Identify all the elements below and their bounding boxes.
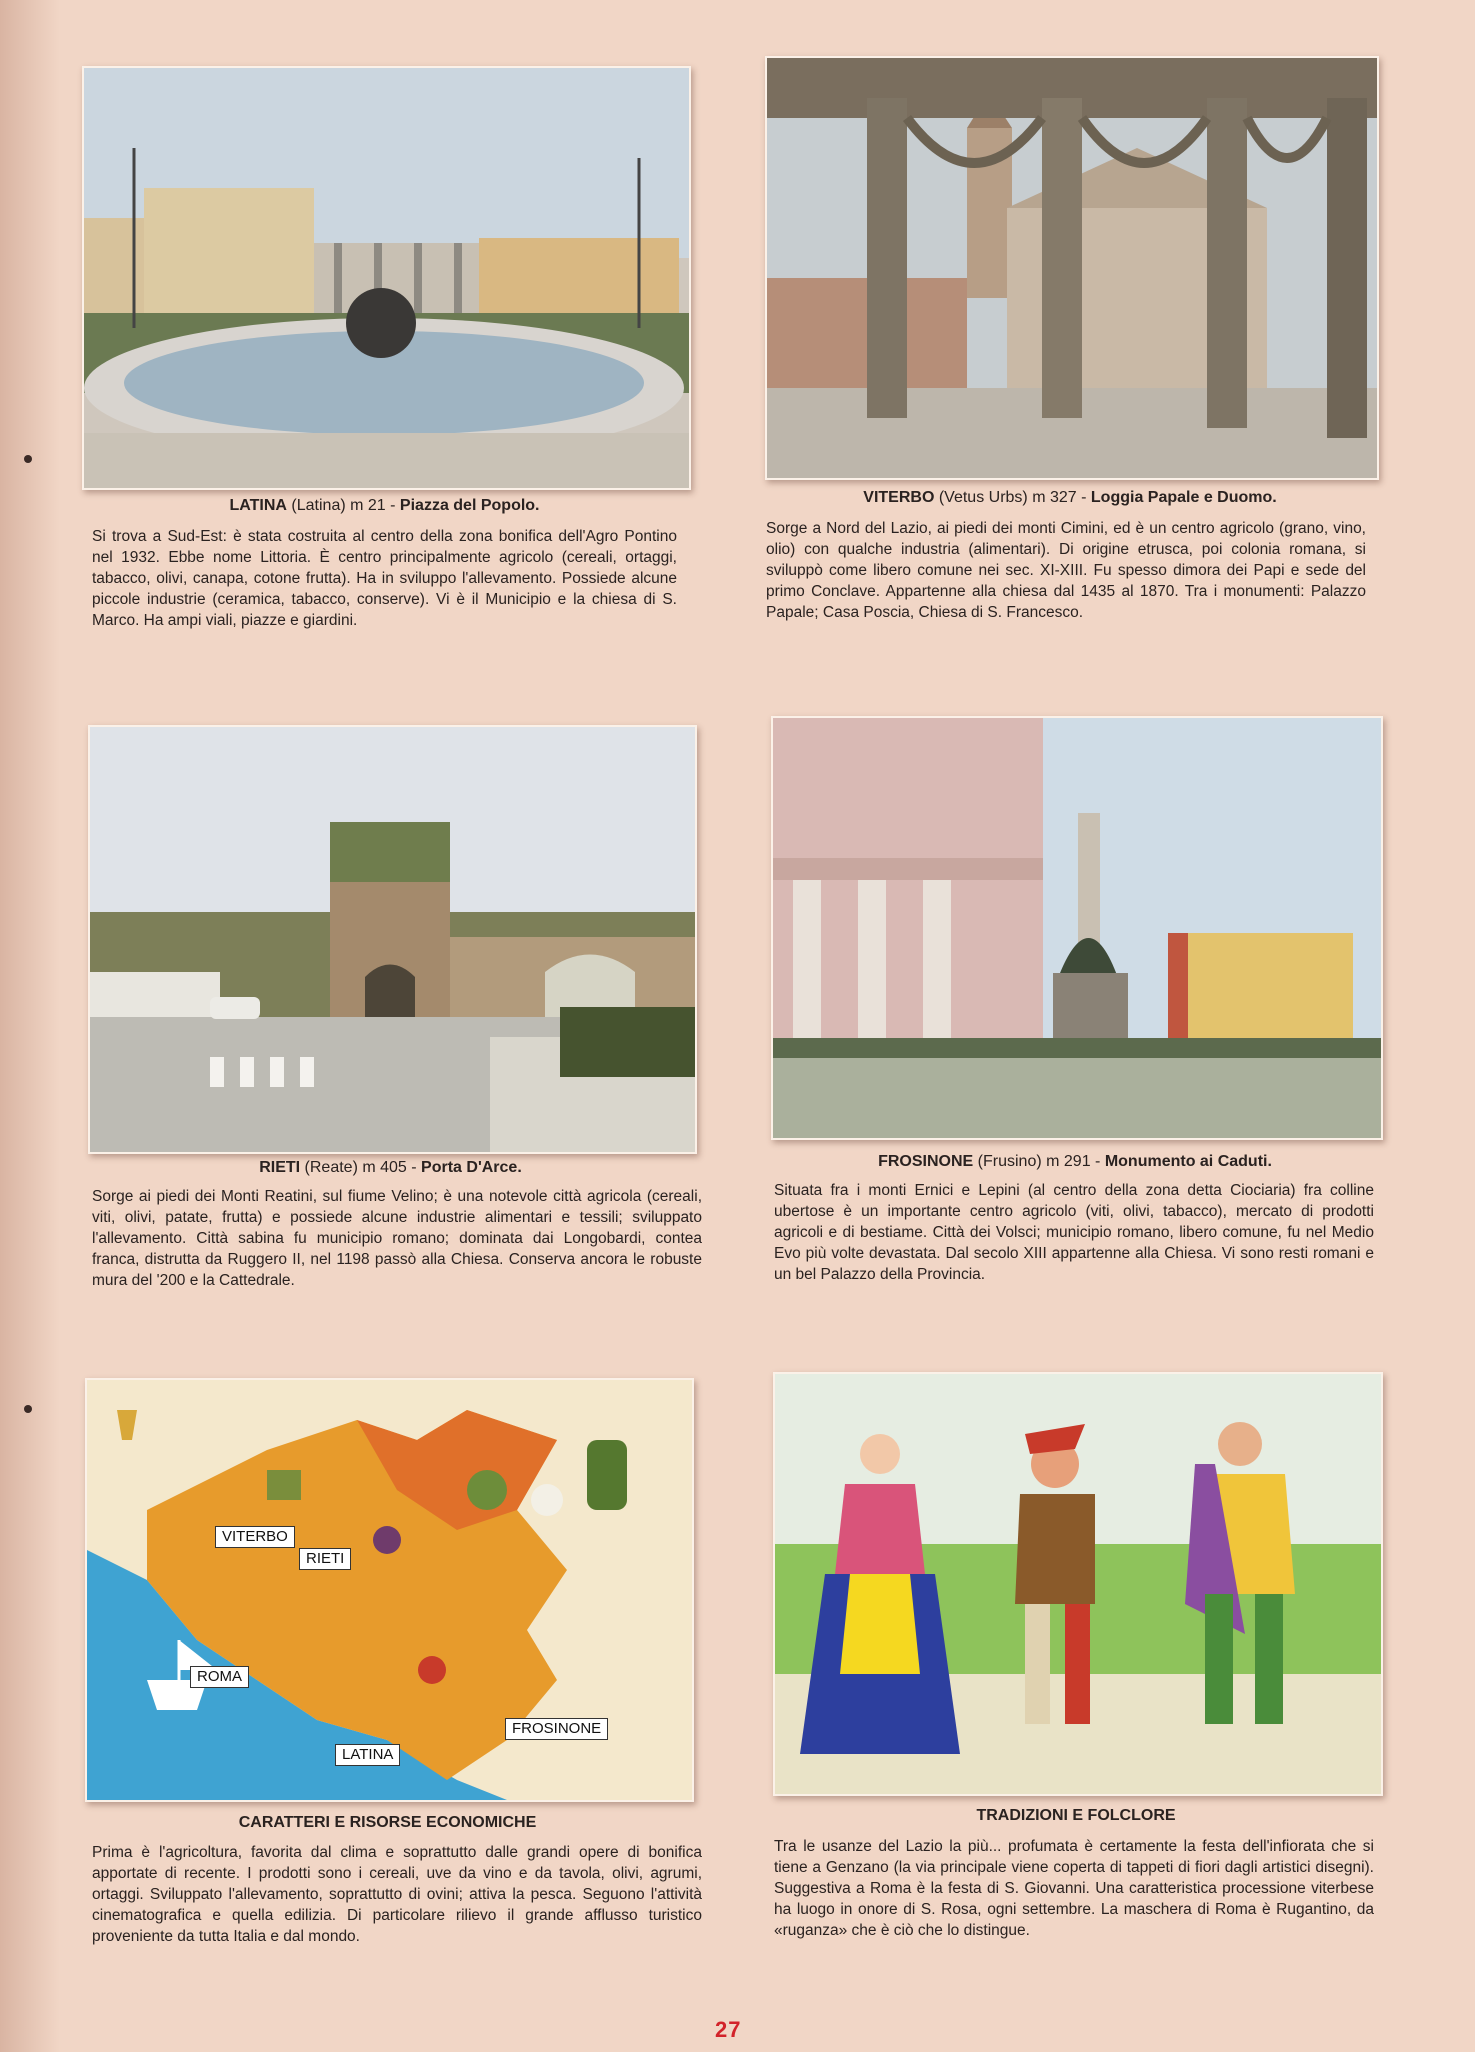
rieti-photo [88,725,697,1154]
latina-photo [82,66,691,490]
map-label-roma: ROMA [190,1666,249,1688]
page-binding-shadow [0,0,60,2052]
viterbo-description: Sorge a Nord del Lazio, ai piedi dei monti Cimini, ed è un centro agricolo (grano, vino, olio) con qualche industria (alimentari). Di origine etrusca, poi colonia romana, si sviluppò come libero comune nei sec. XI-XIII. Fu spesso dimora dei Papi e sede del primo Conclave. Appartenne alla chiesa dal 1435 al 1870. Tra i monumenti: Palazzo Papale; Casa Poscia, Chiesa di S. Francesco. [766,520,1366,621]
latin-name: (Latina) [291,497,346,514]
map-label-latina: LATINA [335,1744,400,1766]
lazio-map-illustration [85,1378,694,1802]
place-name: Piazza del Popolo. [399,497,540,514]
place-name: Loggia Papale e Duomo. [1090,489,1277,506]
rieti-caption: RIETI (Reate) m 405 - Porta D'Arce. [259,1159,522,1176]
city-name: FROSINONE [878,1153,974,1170]
latin-name: (Frusino) [977,1153,1042,1170]
folklore-title: TRADIZIONI E FOLCLORE [976,1807,1176,1824]
place-name: Porta D'Arce. [421,1159,522,1176]
staple-mark [24,1405,32,1413]
page-number: 27 [715,2017,742,2042]
frosinone-description: Situata fra i monti Ernici e Lepini (al centro della zona detta Ciociaria) fra colline ubertose è un importante centro agricolo (viti, olivi, tabacco), mercato di prodotti agricoli e di bestiame. Città dei Volsci; municipio romano, libero comune, fu nel Medio Evo più volte devastata. Dal secolo XIII appartenne alla Chiesa. Vi sono resti romani e un bel Palazzo della Provincia. [774,1182,1374,1283]
city-name: RIETI [259,1159,301,1176]
frosinone-caption: FROSINONE (Frusino) m 291 - Monumento ai Caduti. [878,1153,1272,1170]
folklore-illustration [773,1372,1383,1796]
rieti-description: Sorge ai piedi dei Monti Reatini, sul fiume Velino; è una notevole città agricola (cereali, viti, olivi, patate, frutta) e possiede alcune industrie alimentari e tessili; sviluppato l'allevamento. Città sabina fu municipio romano; dominata dai Longobardi, contea franca, distrutta da Ruggero II, nel 1198 passò alla Chiesa. Conserva ancora le robuste mura del '200 e la Cattedrale. [92,1188,702,1289]
latin-name: (Vetus Urbs) [938,489,1028,506]
map-label-rieti: RIETI [299,1548,351,1570]
staple-mark [24,455,32,463]
viterbo-caption: VITERBO (Vetus Urbs) m 327 - Loggia Papale e Duomo. [863,489,1277,506]
map-label-viterbo: VITERBO [215,1526,295,1548]
city-name: VITERBO [863,489,935,506]
place-name: Monumento ai Caduti. [1104,1153,1272,1170]
frosinone-photo [771,716,1383,1140]
city-name: LATINA [229,497,287,514]
latina-caption: LATINA (Latina) m 21 - Piazza del Popolo. [229,497,540,514]
folklore-description: Tra le usanze del Lazio la più... profumata è certamente la festa dell'infiorata che si tiene a Genzano (la via principale viene coperta di tappeti di fiori dagli artistici disegni). Suggestiva a Roma è la festa di S. Giovanni. Una caratteristica processione viterbese ha luogo in onore di S. Rosa, ogni settembre. La maschera di Roma è Rugantino, da «ruganza» che è ciò che lo distingue. [774,1838,1374,1939]
viterbo-photo [765,56,1379,480]
map-label-frosinone: FROSINONE [505,1718,608,1740]
economy-title: CARATTERI E RISORSE ECONOMICHE [238,1814,537,1831]
economy-description: Prima è l'agricoltura, favorita dal clima e soprattutto dalle grandi opere di bonifica apportate di recente. I prodotti sono i cereali, uve da vino e da tavola, olivi, agrumi, ortaggi. Sviluppato l'allevamento, soprattutto di ovini; attiva la pesca. Seguono l'attività cinematografica e quella edilizia. Di particolare rilievo il grande afflusso turistico proveniente da tutta Italia e dal mondo. [92,1844,702,1945]
latin-name: (Reate) [304,1159,358,1176]
altitude: m 291 [1046,1153,1091,1170]
altitude: m 327 [1032,489,1077,506]
altitude: m 21 [350,497,386,514]
altitude: m 405 [362,1159,407,1176]
latina-description: Si trova a Sud-Est: è stata costruita al centro della zona bonifica dell'Agro Pontino nel 1932. Ebbe nome Littoria. È centro principalmente agricolo (cereali, ortaggi, tabacco, olivi, canapa, cotone frutta). Ha in sviluppo l'allevamento. Possiede alcune piccole industrie (ceramica, tabacco, conserve). Vi è il Municipio e la chiesa di S. Marco. Ha ampi viali, piazze e giardini. [92,528,677,629]
